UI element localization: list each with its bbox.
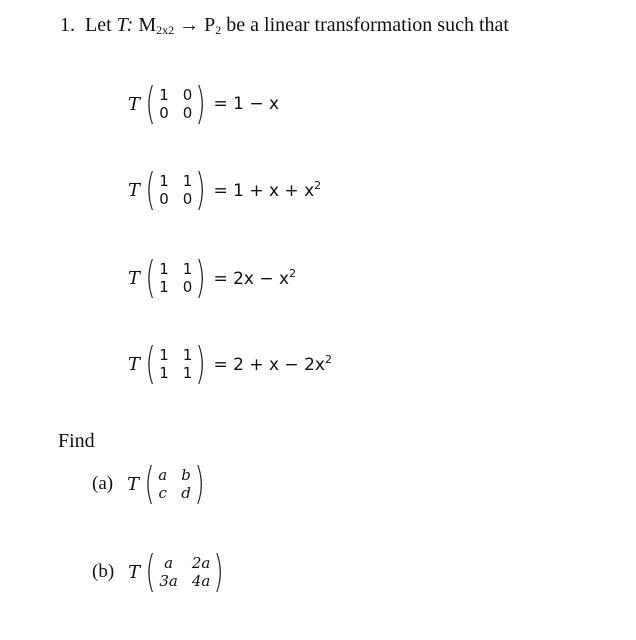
matrix-entry: 0 (182, 278, 193, 296)
equation-3 (128, 252, 297, 303)
matrix-entry: 1 (159, 260, 169, 278)
equation-1 (128, 78, 280, 129)
right-paren: ) (213, 546, 225, 597)
transform-name: T: (116, 14, 134, 36)
matrix-entry: 0 (159, 104, 169, 122)
part-b (92, 546, 228, 597)
matrix-entry: 3a (159, 572, 178, 590)
right-paren: ) (195, 164, 207, 215)
matrix-entry: 0 (182, 104, 193, 122)
matrix-entry: 4a (191, 572, 211, 590)
intro-let: Let (85, 14, 112, 36)
right-paren: ) (195, 78, 207, 129)
matrix-entry: b (181, 466, 191, 484)
function-symbol: T (128, 353, 141, 375)
matrix (159, 554, 210, 590)
matrix (159, 172, 192, 208)
statement-rest: be a linear transformation such that (226, 14, 509, 36)
find-heading: Find (58, 430, 95, 452)
function-symbol: T (128, 93, 141, 115)
function-symbol: T (128, 267, 141, 289)
matrix-entry: 2a (191, 554, 211, 572)
right-paren: ) (194, 458, 205, 509)
matrix-entry: 0 (159, 190, 169, 208)
matrix-entry: 1 (159, 346, 169, 364)
matrix-entry: c (158, 484, 167, 502)
matrix-entry: 1 (159, 278, 169, 296)
matrix-entry: 0 (182, 190, 193, 208)
left-paren: ( (145, 338, 156, 389)
matrix-entry: 1 (182, 172, 193, 190)
matrix-entry: 1 (159, 364, 169, 382)
matrix-entry: d (181, 484, 191, 502)
matrix (159, 346, 192, 382)
part-label: (b) (92, 561, 115, 582)
equation-rhs: = $2x - x^2$ (213, 267, 297, 289)
equation-rhs: = $2 + x - 2x^2$ (213, 353, 332, 375)
right-paren: ) (195, 252, 207, 303)
function-symbol: T (127, 473, 140, 495)
part-label: (a) (92, 473, 114, 494)
matrix-entry: 1 (182, 364, 193, 382)
left-paren: ( (145, 164, 156, 215)
left-paren: ( (144, 458, 155, 509)
codomain-subscript: 2 (215, 23, 222, 37)
matrix-entry: 0 (182, 86, 193, 104)
part-a (92, 458, 208, 509)
equation-2 (128, 164, 322, 215)
matrix-entry: 1 (182, 260, 193, 278)
matrix-entry: a (164, 554, 174, 572)
function-symbol: T (128, 561, 141, 583)
domain-subscript: 2x2 (156, 23, 175, 37)
matrix-entry: 1 (182, 346, 193, 364)
matrix (158, 466, 191, 502)
arrow-symbol: → (179, 14, 200, 36)
function-symbol: T (128, 179, 141, 201)
matrix-entry: 1 (159, 172, 169, 190)
equation-4 (128, 338, 332, 389)
equation-rhs: = $1 + x + x^2$ (213, 179, 322, 201)
domain-space: M (138, 14, 157, 36)
left-paren: ( (145, 78, 156, 129)
matrix-entry: a (158, 466, 168, 484)
matrix (159, 260, 192, 296)
matrix-entry: 1 (159, 86, 169, 104)
left-paren: ( (145, 546, 156, 597)
codomain-space: P (204, 14, 216, 36)
problem-statement (60, 14, 509, 38)
left-paren: ( (145, 252, 156, 303)
equation-rhs: = 1 − x (213, 94, 280, 114)
matrix (159, 86, 192, 122)
problem-number: 1. (60, 14, 75, 36)
right-paren: ) (195, 338, 207, 389)
